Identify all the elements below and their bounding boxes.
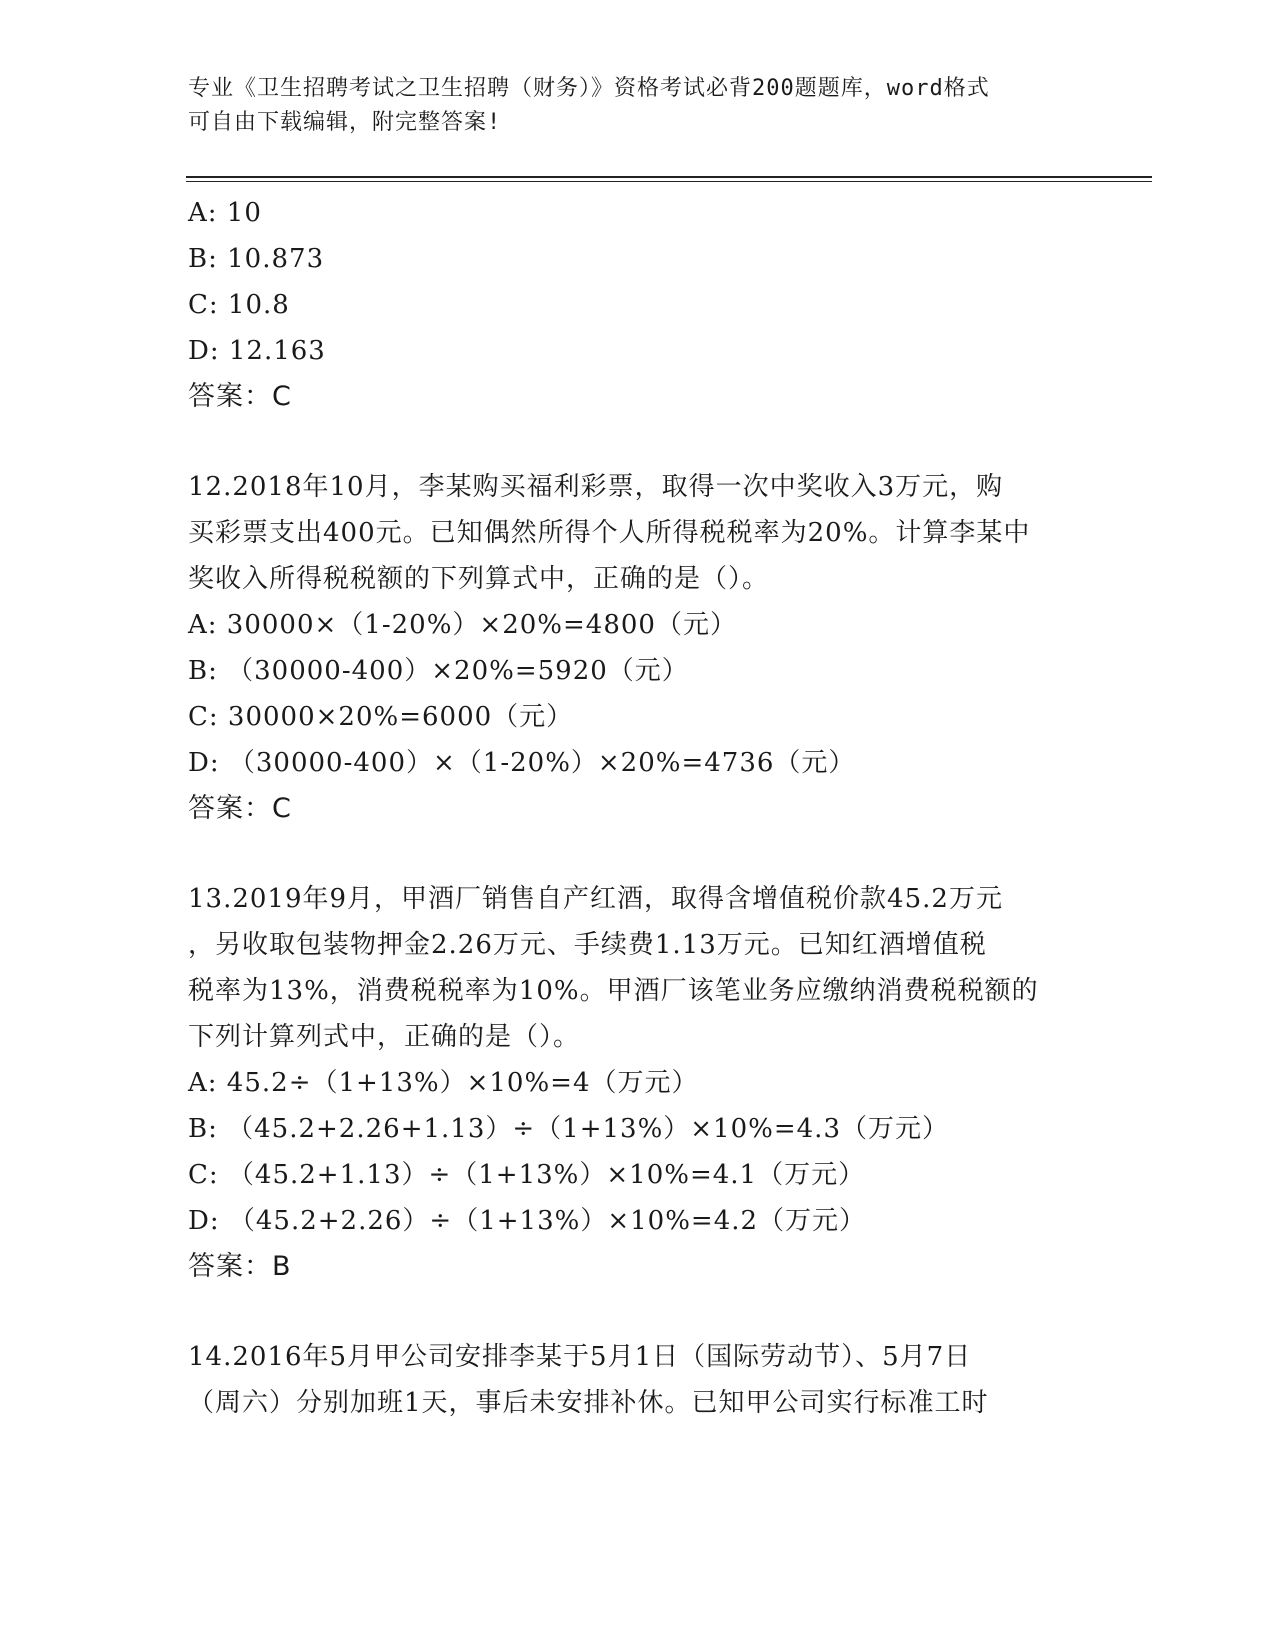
option-c: C: （45.2+1.13）÷（1+13%）×10%=4.1（万元） <box>188 1160 866 1190</box>
document-header <box>188 72 1068 140</box>
answer: 答案：C <box>188 381 292 412</box>
question-text-line: ，另收取包装物押金2.26万元、手续费1.13万元。已知红酒增值税 <box>188 930 987 960</box>
answer: 答案：C <box>188 793 292 824</box>
header-line-2: 可自由下载编辑，附完整答案! <box>188 110 502 135</box>
answer: 答案：B <box>188 1251 292 1282</box>
question-13 <box>188 876 1088 1290</box>
question-text-line: 奖收入所得税税额的下列算式中，正确的是（）。 <box>188 564 770 594</box>
option-a: A: 30000×（1-20%）×20%=4800（元） <box>188 610 737 640</box>
question-14 <box>188 1334 1088 1426</box>
question-text-line: 税率为13%，消费税税率为10%。甲酒厂该笔业务应缴纳消费税税额的 <box>188 976 1039 1006</box>
header-line-1: 专业《卫生招聘考试之卫生招聘（财务）》资格考试必背200题题库，word格式 <box>188 76 990 101</box>
document-body <box>188 190 1088 1426</box>
option-d: D: （30000-400）×（1-20%）×20%=4736（元） <box>188 748 856 778</box>
option-b: B: （45.2+2.26+1.13）÷（1+13%）×10%=4.3（万元） <box>188 1114 949 1144</box>
question-11 <box>188 190 1088 420</box>
option-c: C: 30000×20%=6000（元） <box>188 702 574 732</box>
option-d: D: 12.163 <box>188 336 326 366</box>
question-text-line: 下列计算列式中，正确的是（）。 <box>188 1022 581 1052</box>
question-12 <box>188 464 1088 832</box>
question-text-line: 14.2016年5月甲公司安排李某于5月1日（国际劳动节）、5月7日 <box>188 1342 972 1372</box>
option-d: D: （45.2+2.26）÷（1+13%）×10%=4.2（万元） <box>188 1206 867 1236</box>
option-a: A: 45.2÷（1+13%）×10%=4（万元） <box>188 1068 699 1098</box>
option-b: B: 10.873 <box>188 244 325 274</box>
question-text-line: 买彩票支出400元。已知偶然所得个人所得税税率为20%。计算李某中 <box>188 518 1031 548</box>
option-b: B: （30000-400）×20%=5920（元） <box>188 656 689 686</box>
option-c: C: 10.8 <box>188 290 290 320</box>
header-divider <box>186 176 1152 178</box>
question-text-line: （周六）分别加班1天，事后未安排补休。已知甲公司实行标准工时 <box>188 1388 989 1418</box>
question-text-line: 12.2018年10月，李某购买福利彩票，取得一次中奖收入3万元，购 <box>188 472 1004 502</box>
header-divider-thin <box>186 181 1152 182</box>
question-text-line: 13.2019年9月，甲酒厂销售自产红酒，取得含增值税价款45.2万元 <box>188 884 1003 914</box>
option-a: A: 10 <box>188 198 262 228</box>
